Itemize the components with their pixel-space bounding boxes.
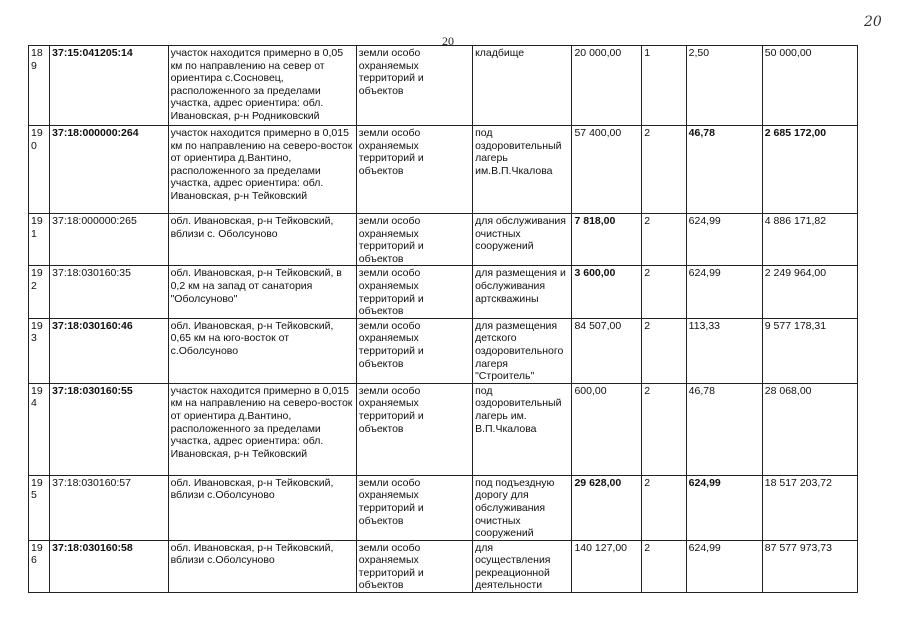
cadastral-value: 18 517 203,72 [762, 475, 857, 540]
cadastral-number: 37:18:030160:35 [50, 266, 168, 318]
cadastral-number: 37:18:030160:58 [50, 540, 168, 592]
cadastral-number: 37:18:000000:265 [50, 214, 168, 266]
permitted-use: для осуществления рекреационной деятельности [473, 540, 572, 592]
rate: 624,99 [686, 214, 762, 266]
cadastral-value: 87 577 973,73 [762, 540, 857, 592]
location: обл. Ивановская, р-н Тейковский, 0,65 км на юго-восток от с.Оболсуново [168, 318, 356, 383]
area: 84 507,00 [572, 318, 642, 383]
table-row [29, 266, 858, 318]
permitted-use: под подъездную дорогу для обслуживания очистных сооружений [473, 475, 572, 540]
permitted-use: кладбище [473, 46, 572, 126]
location: обл. Ивановская, р-н Тейковский, вблизи с.Оболсуново [168, 475, 356, 540]
cadastral-number: 37:18:030160:57 [50, 475, 168, 540]
coefficient: 2 [642, 475, 686, 540]
location: участок находится примерно в 0,015 км на направлению на северо-восток от ориентира д.Вантино, расположенного за пределами участка, адрес ориентира: обл. Ивановская, р-н Тейковский [168, 383, 356, 475]
land-plot-table [28, 45, 858, 593]
rate: 113,33 [686, 318, 762, 383]
coefficient: 2 [642, 266, 686, 318]
coefficient: 1 [642, 46, 686, 126]
location: обл. Ивановская, р-н Тейковский, в 0,2 км на запад от санатория "Оболсуново" [168, 266, 356, 318]
cadastral-value: 50 000,00 [762, 46, 857, 126]
area: 600,00 [572, 383, 642, 475]
location: участок находится примерно в 0,05 км по направлению на север от ориентира с.Сосновец, расположенного за пределами участка, адрес ориентира: обл. Ивановская, р-н Родниковский [168, 46, 356, 126]
row-number: 193 [29, 318, 50, 383]
land-category: земли особо охраняемых территорий и объектов [356, 318, 472, 383]
land-category: земли особо охраняемых территорий и объектов [356, 383, 472, 475]
permitted-use: под оздоровительный лагерь им.В.П.Чкалова [473, 126, 572, 214]
table-row [29, 214, 858, 266]
coefficient: 2 [642, 318, 686, 383]
row-number: 190 [29, 126, 50, 214]
land-category: земли особо охраняемых территорий и объектов [356, 540, 472, 592]
land-category: земли особо охраняемых территорий и объектов [356, 214, 472, 266]
coefficient: 2 [642, 214, 686, 266]
land-category: земли особо охраняемых территорий и объектов [356, 46, 472, 126]
land-category: земли особо охраняемых территорий и объектов [356, 126, 472, 214]
rate: 624,99 [686, 540, 762, 592]
cadastral-value: 2 685 172,00 [762, 126, 857, 214]
cadastral-value: 9 577 178,31 [762, 318, 857, 383]
area: 20 000,00 [572, 46, 642, 126]
table-row [29, 46, 858, 126]
row-number: 191 [29, 214, 50, 266]
table-row [29, 318, 858, 383]
area: 3 600,00 [572, 266, 642, 318]
table-row [29, 126, 858, 214]
rate: 2,50 [686, 46, 762, 126]
row-number: 192 [29, 266, 50, 318]
location: участок находится примерно в 0,015 км по направлению на северо-восток от ориентира д.Вантино, расположенного за пределами участка, адрес ориентира: обл. Ивановская, р-н Тейковский [168, 126, 356, 214]
row-number: 196 [29, 540, 50, 592]
permitted-use: под оздоровительный лагерь им. В.П.Чкалова [473, 383, 572, 475]
location: обл. Ивановская, р-н Тейковский, вблизи с. Оболсуново [168, 214, 356, 266]
table-row [29, 475, 858, 540]
coefficient: 2 [642, 540, 686, 592]
coefficient: 2 [642, 383, 686, 475]
table-row [29, 540, 858, 592]
area: 140 127,00 [572, 540, 642, 592]
cadastral-value: 2 249 964,00 [762, 266, 857, 318]
row-number: 195 [29, 475, 50, 540]
location: обл. Ивановская, р-н Тейковский, вблизи с.Оболсуново [168, 540, 356, 592]
cadastral-number: 37:15:041205:14 [50, 46, 168, 126]
area: 29 628,00 [572, 475, 642, 540]
cadastral-value: 4 886 171,82 [762, 214, 857, 266]
cadastral-number: 37:18:030160:55 [50, 383, 168, 475]
area: 7 818,00 [572, 214, 642, 266]
coefficient: 2 [642, 126, 686, 214]
cadastral-number: 37:18:000000:264 [50, 126, 168, 214]
rate: 624,99 [686, 475, 762, 540]
page-number: 20 [442, 34, 454, 48]
rate: 46,78 [686, 383, 762, 475]
permitted-use: для обслуживания очистных сооружений [473, 214, 572, 266]
permitted-use: для размещения и обслуживания артскважины [473, 266, 572, 318]
table-row [29, 383, 858, 475]
handwritten-page-number: 20 [864, 14, 882, 30]
row-number: 189 [29, 46, 50, 126]
cadastral-number: 37:18:030160:46 [50, 318, 168, 383]
cadastral-value: 28 068,00 [762, 383, 857, 475]
rate: 46,78 [686, 126, 762, 214]
land-category: земли особо охраняемых территорий и объектов [356, 475, 472, 540]
rate: 624,99 [686, 266, 762, 318]
area: 57 400,00 [572, 126, 642, 214]
row-number: 194 [29, 383, 50, 475]
permitted-use: для размещения детского оздоровительного лагеря "Строитель" [473, 318, 572, 383]
land-category: земли особо охраняемых территорий и объектов [356, 266, 472, 318]
